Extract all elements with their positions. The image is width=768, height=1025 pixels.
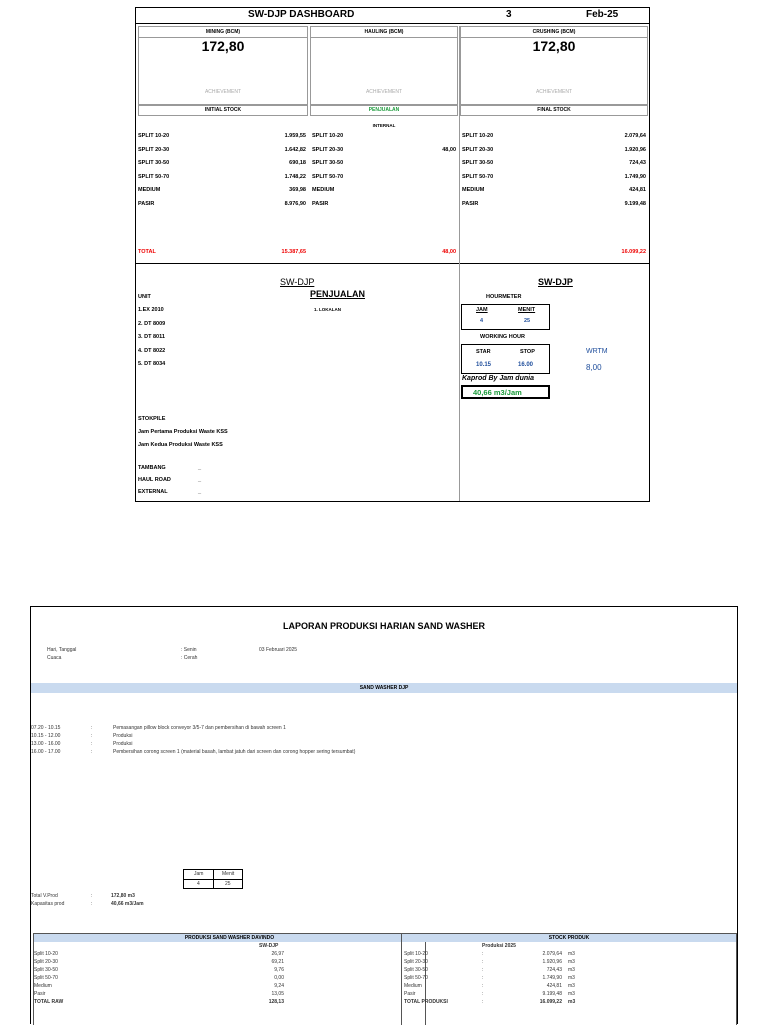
jam-menit-box	[183, 869, 243, 889]
dashboard-title-row	[136, 8, 649, 24]
activity-sep: :	[91, 725, 93, 731]
stock-row-label: SPLIT 30-50	[138, 160, 170, 166]
stock-row-label: SPLIT 20-30	[462, 146, 494, 153]
rep-jam-value: 4	[197, 881, 200, 887]
production-total-value: 128,13	[268, 999, 284, 1005]
unit-item: 1.EX 2010	[138, 307, 164, 313]
production-row-label: Split 50-70	[34, 975, 58, 981]
dashboard-day: 3	[506, 9, 512, 20]
crushing-card	[460, 26, 648, 106]
working-hour-label: WORKING HOUR	[480, 334, 525, 340]
kapasitas-label: Kapasitas prod	[31, 901, 65, 907]
activity-time: 16.00 - 17.00	[31, 749, 61, 755]
jam-kedua-label: Jam Kedua Produksi Waste KSS	[138, 442, 223, 448]
stock-table-title: STOCK PRODUK	[402, 934, 736, 942]
crushing-label: CRUSHING (BCM)	[461, 27, 647, 38]
unit-label: UNIT	[138, 294, 151, 300]
sand-washer-band	[31, 683, 737, 693]
stock-row-label: Split 50-70	[404, 975, 428, 981]
stock-row-label: PASIR	[312, 200, 329, 207]
stop-label: STOP	[520, 349, 535, 355]
stock-row-label: SPLIT 10-20	[312, 133, 344, 139]
activity-desc: Produksi	[113, 741, 133, 747]
stock-total-unit: m3	[568, 999, 576, 1005]
jam-label: JAM	[476, 307, 488, 313]
menit-value: 25	[524, 318, 531, 324]
activity-desc: Pembersihan corong screen 1 (material basah, lambat jatuh dari screen dan corong hopper sering tersumbat)	[113, 749, 356, 755]
stokpile-label: STOKPILE	[138, 416, 166, 422]
mining-value: 172,80	[201, 38, 245, 54]
stock-row-unit: m3	[568, 959, 575, 965]
stock-row-value: 1.749,90	[542, 975, 562, 981]
box-vdivider	[213, 870, 214, 888]
stock-row-label: MEDIUM	[312, 187, 335, 193]
final-stock-label: FINAL STOCK	[537, 107, 571, 113]
production-total-label: TOTAL RAW	[34, 999, 64, 1005]
stock-row-value: 724,43	[629, 160, 646, 166]
production-row-value: 9,24	[274, 983, 284, 989]
stock-row-value: 9.199,48	[624, 200, 646, 207]
unit-item: 2. DT 8009	[138, 320, 166, 327]
kaprod-label: Kaprod By Jam dunia	[462, 375, 534, 382]
location-label: EXTERNAL	[138, 489, 168, 495]
stock-total-value: 16.099,22	[539, 999, 562, 1005]
stock-table	[401, 933, 737, 1025]
report-panel: LAPORAN PRODUKSI HARIAN SAND WASHER Hari, Tanggal : Senin 03 Februari 2025 Cuaca : Cerah SAND WASHER DJP 07.20 - 10.15 : Pemasangan pillow block conveyor 3/5-7 dan pembersihan di bawah screen 1 10.15 - 12.00 : Produksi 13.00 - 16.00 : Produksi 16.00 - 17.00 : Pembersihan corong screen 1 (material basah, lambat jatuh dari screen dan corong hopper sering tersumbat) Jam Menit 4 25 Total V.Prod : 172,80 m3 Kapasitas prod : 40,66 m3/Jam PRODUKSI SAND WASHER DAVINDO SW-DJP Split 10-20 26,97 Split 20-30 69,21 Split 30-50 9,76 Split 50-70 0,00 Medium 9,24 Pasir 13,05 TOTAL RAW 128,13 STOCK PRODUK Produksi 2025 Split 10-20 : 2.079,64 m3 Split 20-30 : 1.920,96 m3 Split 30-50 : 724,43 m3 Split 50-70 : 1.749,90 m3 Medium : 424,81 m3 Pasir : 9.199,48 m3 TOTAL PRODUKSI : 16.099,22 m3	[30, 606, 738, 1024]
stock-row-label: SPLIT 50-70	[138, 173, 170, 180]
stock-row-label: Medium	[404, 983, 422, 989]
total-vprod-label: Total V.Prod	[31, 893, 58, 899]
stock-row-label: Split 20-30	[404, 959, 428, 965]
stock-total-sep: :	[482, 999, 484, 1005]
location-label: TAMBANG	[138, 465, 166, 471]
crushing-value: 172,80	[532, 38, 576, 54]
left-sw-title: SW-DJP	[280, 277, 315, 287]
production-row-label: Medium	[34, 983, 52, 989]
penjualan-total: 48,00	[442, 249, 456, 255]
stock-row-value: 48,00	[442, 146, 456, 153]
jam-pertama-label: Jam Pertama Produksi Waste KSS	[138, 429, 228, 435]
production-table-sub: SW-DJP	[259, 943, 279, 949]
dashboard-panel	[135, 7, 650, 502]
dashboard-month: Feb-25	[586, 9, 619, 20]
kaprod-value: 40,66 m3/Jam	[473, 388, 522, 397]
stock-row-label: SPLIT 10-20	[462, 133, 494, 139]
dashboard-title: SW-DJP DASHBOARD	[248, 9, 355, 20]
rep-menit-label: Menit	[222, 871, 235, 877]
column-divider-top	[459, 26, 460, 263]
stock-row-value: 424,81	[546, 983, 562, 989]
kapasitas-value: 40,66 m3/Jam	[111, 901, 144, 907]
stock-row-label: PASIR	[462, 200, 479, 207]
stock-row-value: 2.079,64	[542, 951, 562, 957]
rep-menit-value: 25	[225, 881, 231, 887]
unit-item: 5. DT 8034	[138, 361, 166, 367]
stock-row-sep: :	[482, 959, 484, 965]
production-table	[33, 933, 426, 1025]
hari-value: : Senin	[181, 647, 197, 653]
menit-label: MENIT	[518, 307, 536, 313]
hari-label: Hari, Tanggal	[47, 647, 77, 653]
initial-stock-header	[138, 104, 308, 116]
stock-row-sep: :	[482, 975, 484, 981]
stock-row-value: 9.199,48	[542, 991, 562, 997]
cuaca-value: : Cerah	[181, 655, 198, 661]
stock-row-value: 1.920,96	[624, 146, 646, 153]
production-row-value: 9,76	[274, 967, 284, 973]
stock-row-sep: :	[482, 967, 484, 973]
production-row-label: Split 30-50	[34, 967, 58, 973]
initial-stock-label: INITIAL STOCK	[204, 107, 242, 113]
hauling-achievement: ACHIEVEMENT	[365, 89, 403, 95]
kaprod-box	[461, 385, 550, 399]
hauling-label: HAULING (BCM)	[311, 27, 457, 38]
stock-row-label: SPLIT 50-70	[462, 173, 494, 180]
activity-time: 07.20 - 10.15	[31, 725, 61, 731]
activity-time: 13.00 - 16.00	[31, 741, 61, 747]
stock-row-label: Split 30-50	[404, 967, 428, 973]
right-sw-title: SW-DJP	[538, 277, 573, 287]
mining-label: MINING (BCM)	[139, 27, 307, 38]
stock-row-sep: :	[482, 983, 484, 989]
stock-row-value: 1.959,55	[284, 133, 306, 139]
activity-desc: Produksi	[113, 733, 133, 739]
wrtm-label: WRTM	[586, 348, 608, 355]
stock-row-unit: m3	[568, 983, 575, 989]
production-row-value: 26,97	[271, 951, 284, 957]
stop-value: 16.00	[518, 362, 534, 368]
band-title: SAND WASHER DJP	[359, 685, 409, 691]
penjualan-sub: INTERNAL	[372, 123, 396, 128]
stock-row-unit: m3	[568, 951, 575, 957]
stock-total-label: TOTAL PRODUKSI	[404, 999, 448, 1005]
column-divider	[459, 263, 460, 501]
crushing-achievement: ACHIEVEMENT	[535, 89, 573, 95]
mining-card	[138, 26, 308, 106]
stock-row-value: 690,18	[289, 160, 306, 166]
jam-value: 4	[480, 318, 484, 324]
section-divider	[136, 263, 649, 264]
stock-row-label: SPLIT 20-30	[312, 146, 344, 153]
stock-row-value: 1.920,96	[542, 959, 562, 965]
stock-row-value: 8.976,90	[284, 200, 306, 207]
left-penjualan-title: PENJUALAN	[310, 289, 366, 299]
stock-row-label: SPLIT 30-50	[312, 160, 344, 166]
stock-row-unit: m3	[568, 967, 575, 973]
location-value: _	[198, 477, 202, 483]
stock-row-value: 424,81	[629, 187, 646, 193]
wrtm-value: 8,00	[586, 363, 602, 372]
star-value: 10.15	[476, 362, 492, 368]
final-stock-header	[460, 104, 648, 116]
location-value: _	[198, 489, 202, 495]
stock-row-label: SPLIT 20-30	[138, 146, 170, 153]
stock-row-label: MEDIUM	[462, 187, 485, 193]
activity-time: 10.15 - 12.00	[31, 733, 61, 739]
working-hour-box	[461, 344, 550, 374]
production-row-value: 69,21	[271, 959, 284, 965]
activity-desc: Pemasangan pillow block conveyor 3/5-7 dan pembersihan di bawah screen 1	[113, 725, 286, 731]
stock-row-sep: :	[482, 991, 484, 997]
mining-achievement: ACHIEVEMENT	[204, 89, 242, 95]
stock-row-value: 369,98	[289, 187, 306, 193]
hourmeter-label: HOURMETER	[486, 294, 522, 300]
stock-row-unit: m3	[568, 991, 575, 997]
stock-row-label: SPLIT 50-70	[312, 173, 344, 180]
penjualan-item: 1. LOKALAN	[314, 307, 341, 312]
hauling-card	[310, 26, 458, 106]
activity-sep: :	[91, 733, 93, 739]
rep-jam-label: Jam	[194, 871, 204, 877]
tanggal-value: 03 Februari 2025	[259, 647, 298, 653]
activity-sep: :	[91, 741, 93, 747]
stock-row-label: SPLIT 10-20	[138, 133, 170, 139]
stock-row-unit: m3	[568, 975, 575, 981]
stock-row-label: PASIR	[138, 200, 155, 207]
production-table-title: PRODUKSI SAND WASHER DAVINDO	[34, 934, 425, 942]
location-value: _	[198, 465, 202, 471]
stock-table-sub: Produksi 2025	[482, 943, 516, 949]
production-row-label: Split 10-20	[34, 951, 58, 957]
stock-row-value: 1.749,90	[624, 173, 646, 180]
stock-row-label: Split 10-20	[404, 951, 428, 957]
cuaca-label: Cuaca	[47, 655, 62, 661]
unit-item: 4. DT 8022	[138, 347, 166, 354]
stock-row-value: 1.748,22	[284, 173, 306, 180]
activity-sep: :	[91, 749, 93, 755]
initial-stock-total: 15.387,65	[281, 249, 306, 255]
stock-row-value: 724,43	[546, 967, 562, 973]
stock-row-label: SPLIT 30-50	[462, 160, 494, 166]
penjualan-header	[310, 104, 458, 116]
stock-row-sep: :	[482, 951, 484, 957]
hourmeter-box	[461, 304, 550, 330]
stock-row-value: 1.642,82	[284, 146, 306, 153]
total-label: TOTAL	[138, 249, 156, 255]
stock-row-label: MEDIUM	[138, 187, 161, 193]
location-label: HAUL ROAD	[138, 477, 171, 483]
production-row-label: Split 20-30	[34, 959, 58, 965]
penjualan-label: PENJUALAN	[368, 107, 400, 113]
report-title: LAPORAN PRODUKSI HARIAN SAND WASHER	[282, 621, 485, 631]
unit-item: 3. DT 8011	[138, 334, 165, 340]
stock-row-label: Pasir	[404, 991, 416, 997]
total-vprod-value: 172,80 m3	[111, 893, 135, 899]
star-label: STAR	[476, 349, 491, 355]
final-stock-total: 16.099,22	[621, 249, 646, 255]
production-row-value: 13,05	[271, 991, 284, 997]
stock-row-value: 2.079,64	[624, 133, 646, 139]
production-row-value: 0,00	[274, 975, 284, 981]
production-row-label: Pasir	[34, 991, 46, 997]
